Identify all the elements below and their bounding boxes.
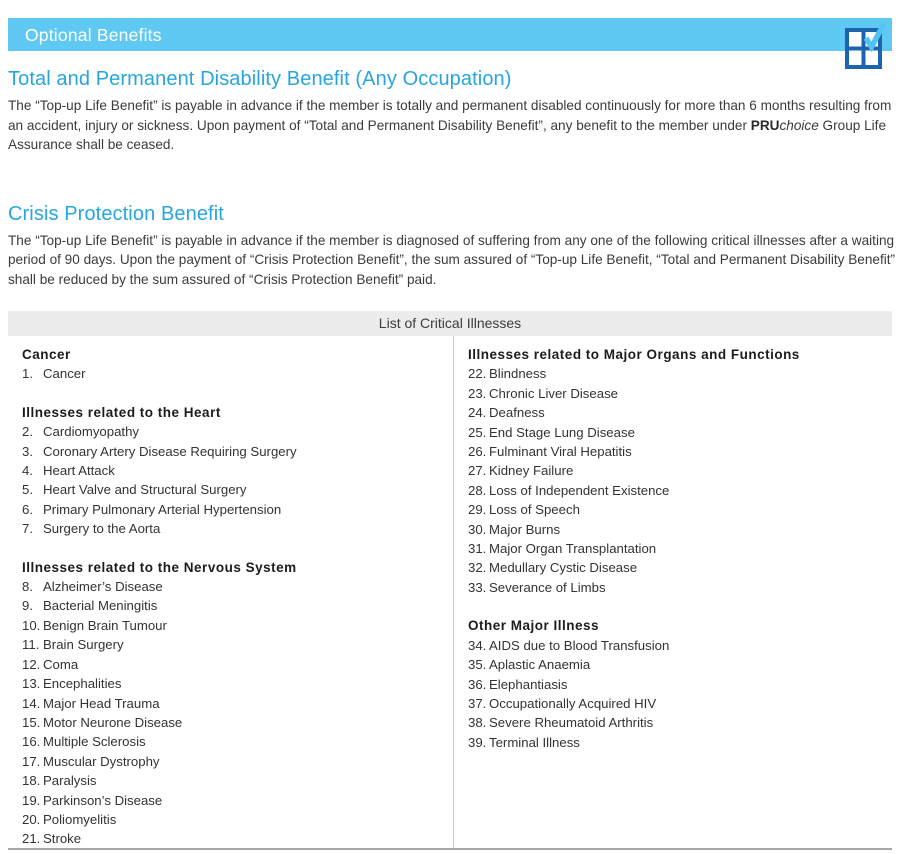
illness-item-label: Occupationally Acquired HIV	[489, 695, 657, 711]
illness-table-title-bar: List of Critical Illnesses	[8, 311, 892, 336]
illness-list-item	[22, 791, 453, 810]
window-check-icon	[843, 21, 887, 71]
illness-item-label: Medullary Cystic Disease	[489, 560, 638, 576]
illness-list-item	[22, 500, 453, 519]
illness-item-label: Motor Neurone Disease	[43, 714, 183, 730]
illness-list-item	[468, 423, 892, 442]
paragraph-text: The “Top-up Life Benefit” is payable in advance if the member is totally and permanent disabled continuously for more than 6 months resulting from an accident, injury or sickness. Upon payment of “Total and Permanent Disability Benefit”, any benefit to the member under	[8, 98, 892, 133]
illness-item-label: Cardiomyopathy	[43, 424, 140, 440]
illness-item-number: 34.	[468, 637, 487, 653]
illness-table	[8, 336, 892, 850]
illness-list-item	[468, 442, 892, 461]
illness-item-label: Aplastic Anaemia	[489, 657, 591, 673]
illness-item-number: 21.	[22, 831, 41, 847]
illness-item-number: 9.	[22, 598, 33, 614]
section-heading-tpd-benefit: Total and Permanent Disability Benefit (Any Occupation)	[8, 68, 512, 90]
document-page	[0, 18, 900, 854]
illness-item-number: 32.	[468, 560, 487, 576]
illness-item-number: 18.	[22, 773, 41, 789]
illness-item-label: AIDS due to Blood Transfusion	[489, 637, 670, 653]
illness-list-item	[22, 655, 453, 674]
illness-list-item	[22, 732, 453, 751]
illness-group-heading: Illnesses related to Major Organs and Functions	[468, 347, 800, 362]
section-heading-crisis-protection: Crisis Protection Benefit	[8, 202, 224, 225]
illness-item-number: 29.	[468, 502, 487, 518]
illness-item-number: 36.	[468, 676, 487, 692]
illness-item-label: Major Head Trauma	[43, 695, 160, 711]
illness-list-item	[468, 403, 892, 422]
illness-list-item	[468, 520, 892, 539]
tpd-benefit-paragraph	[8, 96, 899, 155]
illness-item-number: 26.	[468, 444, 487, 460]
illness-item-number: 33.	[468, 579, 487, 595]
illness-item-label: Severe Rheumatoid Arthritis	[489, 715, 654, 731]
illness-item-number: 22.	[468, 366, 487, 382]
illness-item-number: 13.	[22, 676, 41, 692]
illness-item-label: Severance of Limbs	[489, 579, 606, 595]
illness-item-label: Blindness	[489, 366, 547, 382]
illness-group	[22, 558, 453, 849]
illness-list-item	[468, 578, 892, 597]
illness-group	[22, 403, 453, 539]
paragraph-text: The “Top-up Life Benefit” is payable in advance if the member is diagnosed of suffering from any one of the following critical illnesses after a waiting period of 90 days. Upon the payment of “Crisis Protection Benefit”, the sum assured of “Top-up Life Benefit, “Total and Permanent Disability Benefit” shall be reduced by the sum assured of “Crisis Protection Benefit” paid.	[8, 232, 896, 287]
illness-list-item	[468, 655, 892, 674]
illness-list-item	[22, 422, 453, 441]
illness-item-number: 20.	[22, 811, 41, 827]
illness-item-label: Primary Pulmonary Arterial Hypertension	[43, 501, 282, 517]
crisis-protection-paragraph	[8, 231, 899, 290]
illness-item-label: Alzheimer’s Disease	[43, 579, 163, 595]
illness-list-item	[22, 519, 453, 538]
page-title: Optional Benefits	[25, 25, 162, 45]
illness-item-label: Paralysis	[43, 773, 97, 789]
illness-list-item	[22, 480, 453, 499]
illness-list-item	[22, 694, 453, 713]
brand-name-italic: choice	[779, 117, 819, 133]
illness-list-item	[22, 442, 453, 461]
illness-list-item	[22, 461, 453, 480]
illness-item-label: Elephantiasis	[489, 676, 568, 692]
illness-group	[468, 345, 892, 597]
illness-item-number: 1.	[22, 366, 33, 382]
illness-item-label: Loss of Independent Existence	[489, 482, 670, 498]
illness-list-item	[22, 616, 453, 635]
illness-item-number: 38.	[468, 715, 487, 731]
illness-list-item	[22, 674, 453, 693]
illness-item-number: 39.	[468, 734, 487, 750]
illness-item-label: Coma	[43, 656, 79, 672]
illness-item-number: 10.	[22, 617, 41, 633]
illness-item-label: Heart Attack	[43, 463, 115, 479]
illness-item-label: Kidney Failure	[489, 463, 574, 479]
illness-list-item	[22, 577, 453, 596]
illness-item-number: 8.	[22, 579, 33, 595]
illness-list-item	[22, 635, 453, 654]
illness-list-item	[468, 384, 892, 403]
illness-item-label: Poliomyelitis	[43, 811, 117, 827]
illness-list-item	[22, 752, 453, 771]
paragraph-text: Group Life Assurance shall be ceased.	[8, 117, 887, 152]
illness-group	[468, 616, 892, 752]
illness-list-item	[468, 675, 892, 694]
illness-item-number: 24.	[468, 405, 487, 421]
illness-item-number: 31.	[468, 541, 487, 557]
illness-list-item	[468, 364, 892, 383]
illness-item-number: 30.	[468, 521, 487, 537]
illness-item-label: Heart Valve and Structural Surgery	[43, 482, 247, 498]
illness-item-label: Surgery to the Aorta	[43, 521, 161, 537]
illness-item-number: 35.	[468, 657, 487, 673]
illness-item-number: 25.	[468, 424, 487, 440]
illness-item-label: Major Burns	[489, 521, 561, 537]
illness-item-label: Multiple Sclerosis	[43, 734, 146, 750]
illness-list-item	[22, 810, 453, 829]
illness-list-item	[468, 733, 892, 752]
illness-item-label: Muscular Dystrophy	[43, 753, 160, 769]
illness-list-item	[468, 694, 892, 713]
illness-item-number: 23.	[468, 385, 487, 401]
illness-group-heading: Cancer	[22, 347, 71, 362]
illness-item-number: 14.	[22, 695, 41, 711]
illness-item-label: Chronic Liver Disease	[489, 385, 618, 401]
illness-item-label: Brain Surgery	[43, 637, 124, 653]
illness-list-item	[468, 500, 892, 519]
illness-item-label: Major Organ Transplantation	[489, 541, 657, 557]
illness-group	[22, 345, 453, 384]
illness-list-item	[468, 713, 892, 732]
illness-item-number: 6.	[22, 501, 33, 517]
illness-item-label: Terminal Illness	[489, 734, 580, 750]
illness-list-item	[22, 364, 453, 383]
illness-item-label: Benign Brain Tumour	[43, 617, 167, 633]
illness-item-number: 37.	[468, 695, 487, 711]
illness-item-label: Loss of Speech	[489, 502, 580, 518]
illness-item-number: 5.	[22, 482, 33, 498]
illness-item-number: 4.	[22, 463, 33, 479]
illness-list-item	[468, 481, 892, 500]
illness-item-label: Deafness	[489, 405, 545, 421]
illness-list-item	[22, 713, 453, 732]
illness-column-left	[8, 336, 453, 848]
illness-group-heading: Illnesses related to the Nervous System	[22, 559, 297, 575]
illness-list-item	[468, 558, 892, 577]
illness-column-right	[453, 336, 892, 848]
illness-item-label: Fulminant Viral Hepatitis	[489, 444, 632, 460]
illness-item-number: 28.	[468, 482, 487, 498]
illness-item-number: 2.	[22, 424, 33, 440]
illness-item-label: Cancer	[43, 366, 86, 382]
illness-item-label: Bacterial Meningitis	[43, 598, 158, 614]
illness-list-item	[468, 539, 892, 558]
illness-item-number: 17.	[22, 753, 41, 769]
illness-item-number: 11.	[22, 637, 40, 653]
illness-item-number: 7.	[22, 521, 33, 537]
illness-list-item	[468, 636, 892, 655]
illness-list-item	[22, 596, 453, 615]
illness-item-label: Parkinson’s Disease	[43, 792, 163, 808]
illness-list-item	[468, 461, 892, 480]
illness-item-label: Coronary Artery Disease Requiring Surgery	[43, 443, 297, 459]
illness-item-number: 16.	[22, 734, 41, 750]
brand-name-bold: PRU	[750, 117, 780, 133]
illness-item-label: Stroke	[43, 831, 82, 847]
illness-item-number: 15.	[22, 714, 41, 730]
illness-list-item	[22, 829, 453, 848]
illness-item-label: End Stage Lung Disease	[489, 424, 635, 440]
illness-item-number: 27.	[468, 463, 487, 479]
header-bar	[8, 18, 892, 51]
illness-item-label: Encephalities	[43, 676, 122, 692]
illness-item-number: 12.	[22, 656, 41, 672]
illness-item-number: 19.	[22, 792, 41, 808]
illness-list-item	[22, 771, 453, 790]
illness-group-heading: Illnesses related to the Heart	[22, 404, 221, 420]
illness-item-number: 3.	[22, 443, 33, 459]
illness-group-heading: Other Major Illness	[468, 618, 600, 634]
